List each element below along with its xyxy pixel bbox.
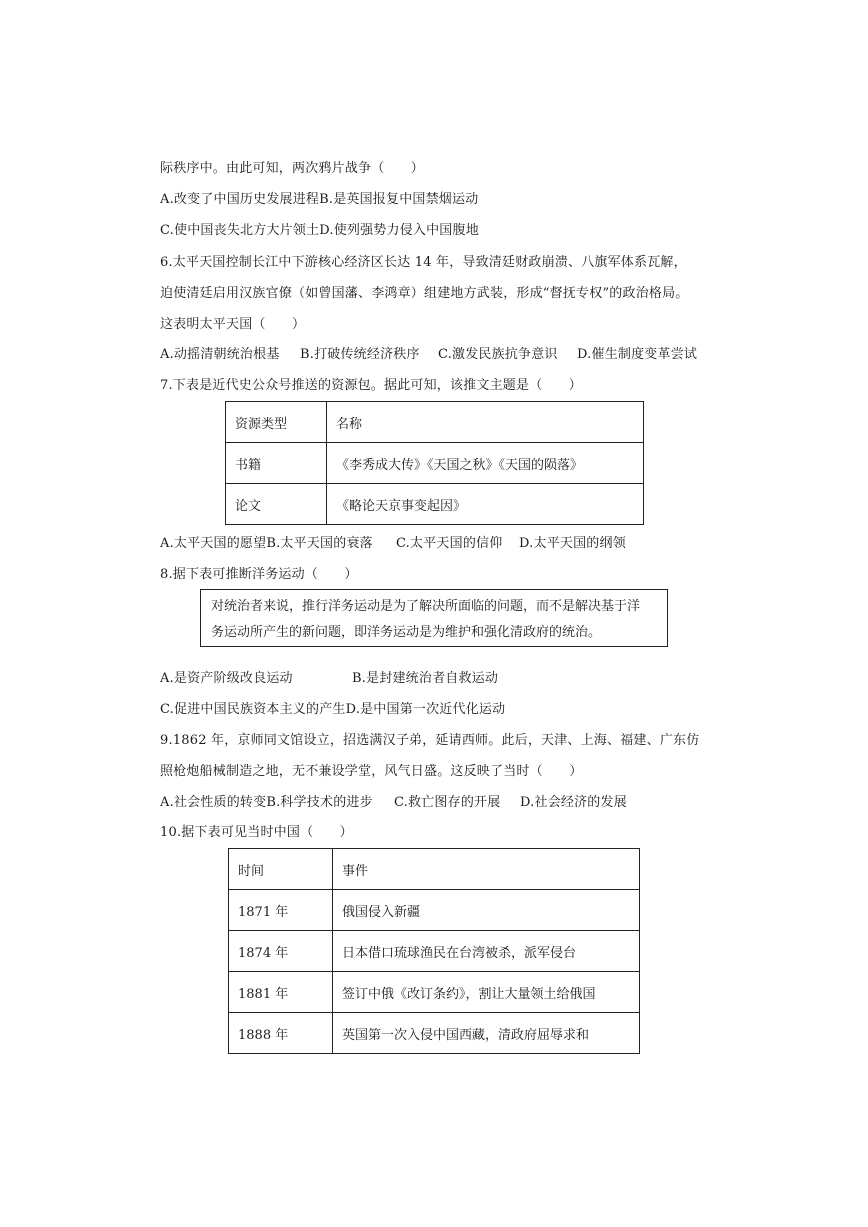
option-c: C.太平天国的信仰 (396, 536, 503, 551)
table-cell: 俄国侵入新疆 (333, 890, 640, 931)
question-9-options (160, 794, 627, 812)
option-c: C.救亡图存的开展 (394, 795, 501, 810)
option-a: A.动摇清朝统治根基 (160, 347, 280, 362)
table-header-cell: 时间 (229, 849, 333, 890)
question-5-options-ab: A.改变了中国历史发展进程B.是英国报复中国禁烟运动 (160, 192, 479, 207)
option-d: D.催生制度变革尝试 (577, 347, 698, 362)
question-8-options-cd: C.促进中国民族资本主义的产生D.是中国第一次近代化运动 (160, 702, 506, 717)
option-d: D.太平天国的纲领 (519, 536, 626, 551)
table-cell: 《略论天京事变起因》 (327, 484, 644, 525)
table-row (229, 972, 640, 1013)
table-cell: 1874 年 (229, 931, 333, 972)
question-6-stem-line1: 6.太平天国控制长江中下游核心经济区长达 14 年，导致清廷财政崩溃、八旗军体系瓦解， (160, 255, 687, 270)
question-7-options (160, 535, 626, 553)
table-row (229, 931, 640, 972)
table-cell: 签订中俄《改订条约》，割让大量领土给俄国 (333, 972, 640, 1013)
table-header-cell: 事件 (333, 849, 640, 890)
table-row (226, 443, 644, 484)
question-5-stem-end: 际秩序中。由此可知，两次鸦片战争（ ） (160, 161, 425, 176)
table-header-cell: 名称 (327, 402, 644, 443)
table-cell: 《李秀成大传》《天国之秋》《天国的陨落》 (327, 443, 644, 484)
quote-box (200, 589, 668, 647)
events-table (228, 848, 640, 1054)
question-6-stem-line2: 迫使清廷启用汉族官僚（如曾国藩、李鸿章）组建地方武装，形成“督抚专权”的政治格局。 (160, 286, 689, 301)
option-a: A.是资产阶级改良运动 (160, 671, 293, 686)
quote-line: 对统治者来说，推行洋务运动是为了解决所面临的问题，而不是解决基于洋 (211, 599, 641, 614)
table-cell: 论文 (226, 484, 327, 525)
question-5-options-cd: C.使中国丧失北方大片领土D.使列强势力侵入中国腹地 (160, 223, 479, 238)
table-row (226, 484, 644, 525)
table-cell: 1888 年 (229, 1013, 333, 1054)
option-b: B.是封建统治者自救运动 (352, 671, 499, 686)
table-cell: 书籍 (226, 443, 327, 484)
question-9-stem-line1: 9.1862 年，京师同文馆设立，招选满汉子弟，延请西师。此后，天津、上海、福建、广东仿 (160, 733, 700, 748)
table-row (229, 1013, 640, 1054)
table-cell: 1871 年 (229, 890, 333, 931)
question-7-stem: 7.下表是近代史公众号推送的资源包。据此可知，该推文主题是（ ） (160, 378, 583, 393)
question-8-options-ab (160, 670, 498, 688)
resource-table (225, 401, 644, 525)
table-cell: 英国第一次入侵中国西藏，清政府屈辱求和 (333, 1013, 640, 1054)
table-header-row (226, 402, 644, 443)
table-cell: 1881 年 (229, 972, 333, 1013)
question-8-stem: 8.据下表可推断洋务运动（ ） (160, 567, 358, 582)
table-cell: 日本借口琉球渔民在台湾被杀，派军侵台 (333, 931, 640, 972)
table-row (229, 890, 640, 931)
option-c: C.激发民族抗争意识 (438, 347, 558, 362)
option-d: D.社会经济的发展 (520, 795, 627, 810)
option-b: B.打破传统经济秩序 (300, 347, 420, 362)
option-ab: A.社会性质的转变B.科学技术的进步 (160, 795, 373, 810)
question-10-stem: 10.据下表可见当时中国（ ） (160, 825, 353, 840)
question-6-options (160, 346, 697, 364)
table-header-row (229, 849, 640, 890)
question-9-stem-line2: 照枪炮船械制造之地，无不兼设学堂，风气日盛。这反映了当时（ ） (160, 764, 583, 779)
option-ab: A.太平天国的愿望B.太平天国的衰落 (160, 536, 373, 551)
table-header-cell: 资源类型 (226, 402, 327, 443)
quote-line: 务运动所产生的新问题，即洋务运动是为维护和强化清政府的统治。 (211, 625, 602, 640)
question-6-stem-line3: 这表明太平天国（ ） (160, 317, 306, 332)
